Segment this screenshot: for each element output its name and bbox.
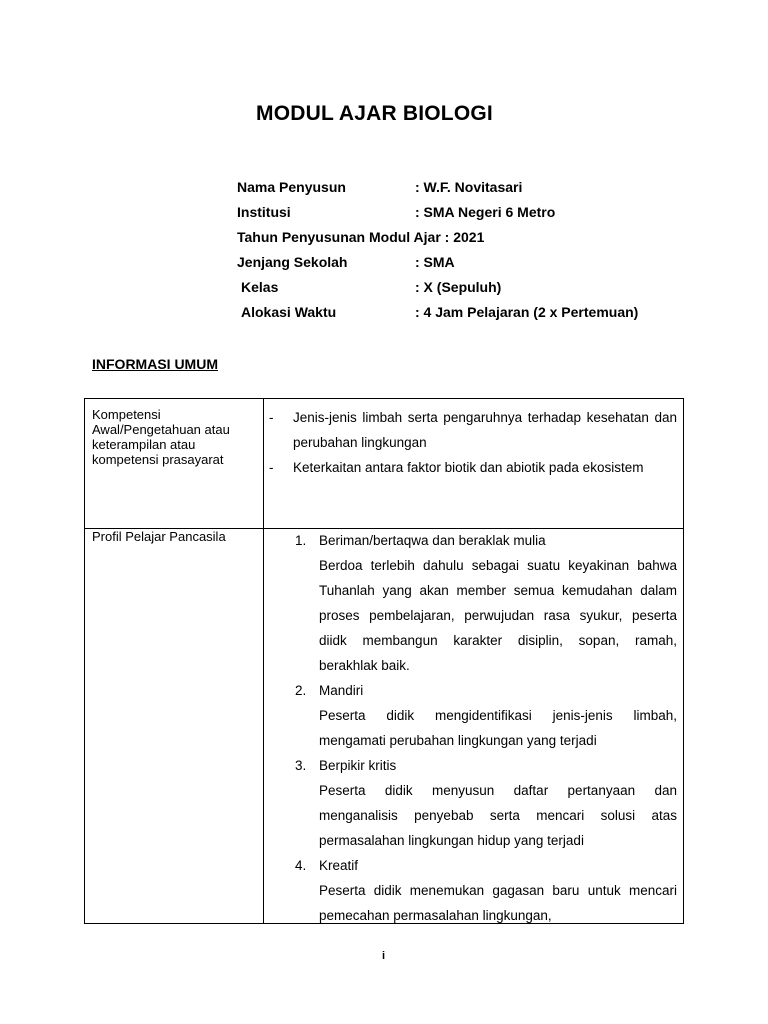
list-item — [269, 678, 677, 703]
list-item — [269, 528, 677, 553]
list-number: 4. — [295, 858, 307, 873]
bullet-mark: - — [269, 460, 274, 475]
meta-key: Jenjang Sekolah — [237, 254, 348, 270]
meta-key: Alokasi Waktu — [241, 304, 337, 320]
meta-value: Tahun Penyusunan Modul Ajar : 2021 — [237, 229, 485, 245]
list-item-text: Jenis-jenis limbah serta pengaruhnya terhadap kesehatan dan perubahan lingkungan — [293, 410, 677, 450]
list-item — [269, 455, 677, 480]
meta-value: : X (Sepuluh) — [415, 279, 502, 295]
section-heading: INFORMASI UMUM — [92, 356, 218, 372]
list-item-description: Peserta didik menemukan gagasan baru untuk mencari pemecahan permasalahan lingkungan, — [319, 883, 677, 923]
meta-key: Nama Penyusun — [237, 179, 346, 195]
info-table — [84, 398, 684, 924]
list-item-description: Peserta didik menyusun daftar pertanyaan dan menganalisis penyebab serta mencari solusi atas permasalahan lingkungan hidup yang terjadi — [319, 783, 677, 848]
list-item — [269, 405, 677, 455]
table-row-content — [269, 528, 677, 928]
list-item-text: Keterkaitan antara faktor biotik dan abiotik pada ekosistem — [293, 460, 644, 475]
table-column-divider — [263, 399, 264, 923]
list-item-title: Mandiri — [319, 683, 364, 698]
list-number: 1. — [295, 533, 307, 548]
page-title: MODUL AJAR BIOLOGI — [256, 102, 493, 125]
list-item-title: Beriman/bertaqwa dan beraklak mulia — [319, 533, 546, 548]
meta-value: : SMA Negeri 6 Metro — [415, 204, 556, 220]
meta-value: : SMA — [415, 254, 455, 270]
list-item-title: Berpikir kritis — [319, 758, 397, 773]
list-number: 3. — [295, 758, 307, 773]
list-item-description: Peserta didik mengidentifikasi jenis-jenis limbah, mengamati perubahan lingkungan yang terjadi — [319, 708, 677, 748]
meta-value: : W.F. Novitasari — [415, 179, 523, 195]
list-item — [269, 853, 677, 878]
page-number: i — [382, 950, 386, 962]
table-row-label: Profil Pelajar Pancasila — [92, 529, 226, 544]
list-item — [269, 753, 677, 778]
meta-key: Institusi — [237, 204, 291, 220]
bullet-mark: - — [269, 410, 274, 425]
meta-key: Kelas — [241, 279, 279, 295]
meta-value: : 4 Jam Pelajaran (2 x Pertemuan) — [415, 304, 639, 320]
list-item-title: Kreatif — [319, 858, 359, 873]
list-number: 2. — [295, 683, 307, 698]
table-row-content — [269, 405, 677, 480]
table-row-label: Kompetensi Awal/Pengetahuan atau keterampilan atau kompetensi prasayarat — [92, 407, 230, 467]
list-item-description: Berdoa terlebih dahulu sebagai suatu keyakinan bahwa Tuhanlah yang akan member semua kemudahan dalam proses pembelajaran, perwujudan rasa syukur, peserta diidk membangun karakter disiplin, sopan, ramah, berakhlak baik. — [319, 558, 677, 673]
